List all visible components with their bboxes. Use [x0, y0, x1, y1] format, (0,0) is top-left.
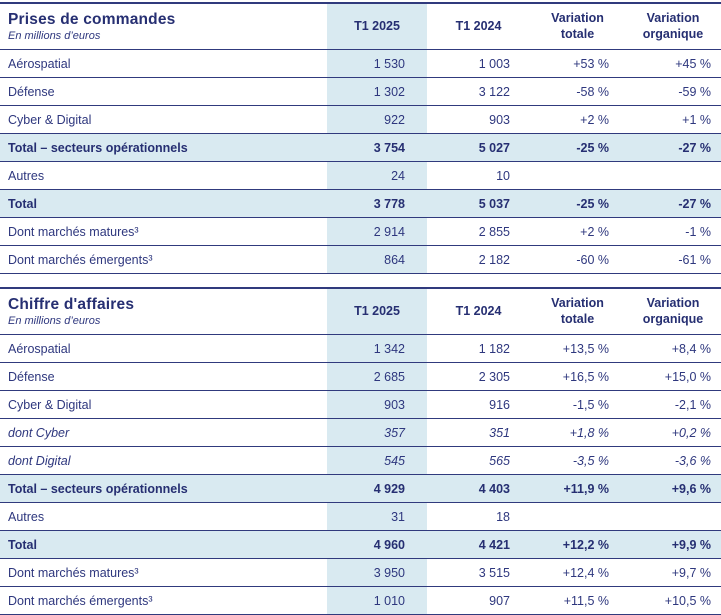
- column-header-variation-organique: Variation organique: [642, 295, 704, 326]
- column-header-variation-organique: Variation organique: [642, 10, 704, 41]
- cell-variation-organique: +8,4 %: [671, 341, 711, 356]
- cell-variation-totale: -60 %: [576, 252, 609, 267]
- order-intake-section: [0, 2, 721, 274]
- cell-t1-2025: 1 010: [327, 587, 427, 615]
- table-subtitle: En millions d’euros: [8, 29, 101, 42]
- header-row: [0, 3, 721, 50]
- cell-variation-totale: -58 %: [576, 84, 609, 99]
- row-label: dont Digital: [8, 453, 71, 468]
- table-row: [0, 246, 721, 274]
- cell-t1-2025: 31: [327, 503, 427, 531]
- column-header-variation-totale: Variation totale: [551, 295, 604, 326]
- table-row: [0, 363, 721, 391]
- cell-t1-2024: 1 182: [478, 341, 510, 356]
- cell-variation-totale: +2 %: [580, 224, 609, 239]
- cell-t1-2025: 903: [327, 391, 427, 419]
- cell-variation-totale: +12,2 %: [530, 531, 625, 559]
- row-label: Total: [0, 531, 327, 559]
- row-label: Cyber & Digital: [8, 112, 92, 127]
- cell-t1-2025: 864: [327, 246, 427, 274]
- cell-variation-organique: +10,5 %: [664, 593, 711, 608]
- row-label: Dont marchés émergents³: [8, 593, 153, 608]
- order-intake-table: [0, 2, 721, 274]
- row-label: Dont marchés matures³: [8, 224, 139, 239]
- cell-variation-organique: -59 %: [678, 84, 711, 99]
- table-row: [0, 587, 721, 615]
- cell-t1-2025: 3 778: [327, 190, 427, 218]
- cell-variation-totale: -25 %: [530, 190, 625, 218]
- table-row: [0, 134, 721, 162]
- table-row: [0, 335, 721, 363]
- cell-variation-totale: -25 %: [530, 134, 625, 162]
- column-header-t1-2025: T1 2025: [327, 3, 427, 50]
- table-title-cell: [0, 3, 327, 50]
- table-title-cell: [0, 288, 327, 335]
- table-row: [0, 391, 721, 419]
- cell-variation-organique: -3,6 %: [674, 453, 711, 468]
- cell-t1-2024: 4 403: [427, 475, 530, 503]
- cell-t1-2024: 5 027: [427, 134, 530, 162]
- table-row: [0, 106, 721, 134]
- cell-t1-2024: 18: [496, 509, 510, 524]
- cell-variation-totale: [530, 503, 625, 531]
- row-label: Aérospatial: [8, 341, 71, 356]
- table-title: Chiffre d'affaires: [8, 295, 135, 313]
- row-label: Défense: [8, 369, 55, 384]
- row-label: Total: [0, 190, 327, 218]
- cell-t1-2024: 916: [489, 397, 510, 412]
- cell-variation-organique: [625, 162, 721, 190]
- cell-t1-2024: 5 037: [427, 190, 530, 218]
- cell-variation-totale: -3,5 %: [572, 453, 609, 468]
- table-row: [0, 190, 721, 218]
- cell-variation-organique: -27 %: [625, 190, 721, 218]
- cell-t1-2024: 3 515: [478, 565, 510, 580]
- row-label: Total – secteurs opérationnels: [0, 134, 327, 162]
- table-row: [0, 218, 721, 246]
- cell-t1-2025: 4 929: [327, 475, 427, 503]
- revenue-table: [0, 287, 721, 615]
- cell-variation-totale: [530, 162, 625, 190]
- revenue-section: [0, 287, 721, 615]
- column-header-t1-2024: T1 2024: [455, 303, 502, 318]
- cell-t1-2025: 1 342: [327, 335, 427, 363]
- row-label: Autres: [8, 509, 45, 524]
- table-gap: [0, 274, 721, 287]
- cell-variation-organique: -61 %: [678, 252, 711, 267]
- row-label: Autres: [8, 168, 45, 183]
- cell-variation-totale: +12,4 %: [562, 565, 609, 580]
- cell-variation-organique: +0,2 %: [671, 425, 711, 440]
- header-row: [0, 288, 721, 335]
- row-label: Dont marchés matures³: [8, 565, 139, 580]
- row-label: Aérospatial: [8, 56, 71, 71]
- cell-variation-totale: -1,5 %: [572, 397, 609, 412]
- cell-variation-organique: -1 %: [685, 224, 711, 239]
- table-row: [0, 503, 721, 531]
- cell-variation-organique: -27 %: [625, 134, 721, 162]
- cell-variation-totale: +16,5 %: [562, 369, 609, 384]
- cell-t1-2024: 907: [489, 593, 510, 608]
- row-label: Dont marchés émergents³: [8, 252, 153, 267]
- cell-variation-organique: +9,6 %: [625, 475, 721, 503]
- cell-t1-2025: 2 914: [327, 218, 427, 246]
- cell-variation-organique: -2,1 %: [674, 397, 711, 412]
- table-title: Prises de commandes: [8, 10, 176, 28]
- cell-variation-organique: +9,9 %: [625, 531, 721, 559]
- cell-t1-2025: 545: [327, 447, 427, 475]
- cell-variation-organique: +9,7 %: [671, 565, 711, 580]
- cell-t1-2024: 351: [489, 425, 510, 440]
- cell-t1-2025: 1 530: [327, 50, 427, 78]
- column-header-t1-2025: T1 2025: [327, 288, 427, 335]
- row-label: Cyber & Digital: [8, 397, 92, 412]
- table-row: [0, 162, 721, 190]
- cell-t1-2024: 2 305: [478, 369, 510, 384]
- table-row: [0, 419, 721, 447]
- cell-variation-totale: +2 %: [580, 112, 609, 127]
- table-row: [0, 50, 721, 78]
- table-row: [0, 531, 721, 559]
- cell-t1-2025: 922: [327, 106, 427, 134]
- row-label: Défense: [8, 84, 55, 99]
- column-header-variation-totale: Variation totale: [551, 10, 604, 41]
- cell-t1-2025: 3 754: [327, 134, 427, 162]
- cell-t1-2024: 1 003: [478, 56, 510, 71]
- cell-t1-2025: 24: [327, 162, 427, 190]
- table-row: [0, 559, 721, 587]
- table-row: [0, 475, 721, 503]
- column-header-t1-2024: T1 2024: [455, 18, 502, 33]
- cell-variation-organique: [625, 503, 721, 531]
- cell-t1-2025: 357: [327, 419, 427, 447]
- table-row: [0, 78, 721, 106]
- table-row: [0, 447, 721, 475]
- cell-variation-totale: +11,9 %: [530, 475, 625, 503]
- cell-t1-2025: 4 960: [327, 531, 427, 559]
- table-subtitle: En millions d’euros: [8, 314, 101, 327]
- cell-variation-totale: +11,5 %: [563, 593, 609, 608]
- cell-variation-organique: +1 %: [682, 112, 711, 127]
- cell-t1-2025: 3 950: [327, 559, 427, 587]
- cell-variation-totale: +1,8 %: [569, 425, 609, 440]
- row-label: Total – secteurs opérationnels: [0, 475, 327, 503]
- cell-t1-2024: 903: [489, 112, 510, 127]
- cell-t1-2024: 4 421: [427, 531, 530, 559]
- cell-variation-totale: +53 %: [573, 56, 609, 71]
- cell-variation-organique: +15,0 %: [664, 369, 711, 384]
- cell-t1-2024: 10: [496, 168, 510, 183]
- cell-t1-2024: 3 122: [478, 84, 510, 99]
- cell-variation-totale: +13,5 %: [562, 341, 609, 356]
- cell-t1-2025: 2 685: [327, 363, 427, 391]
- row-label: dont Cyber: [8, 425, 70, 440]
- cell-t1-2024: 2 182: [478, 252, 510, 267]
- cell-variation-organique: +45 %: [675, 56, 711, 71]
- cell-t1-2024: 2 855: [478, 224, 510, 239]
- cell-t1-2025: 1 302: [327, 78, 427, 106]
- cell-t1-2024: 565: [489, 453, 510, 468]
